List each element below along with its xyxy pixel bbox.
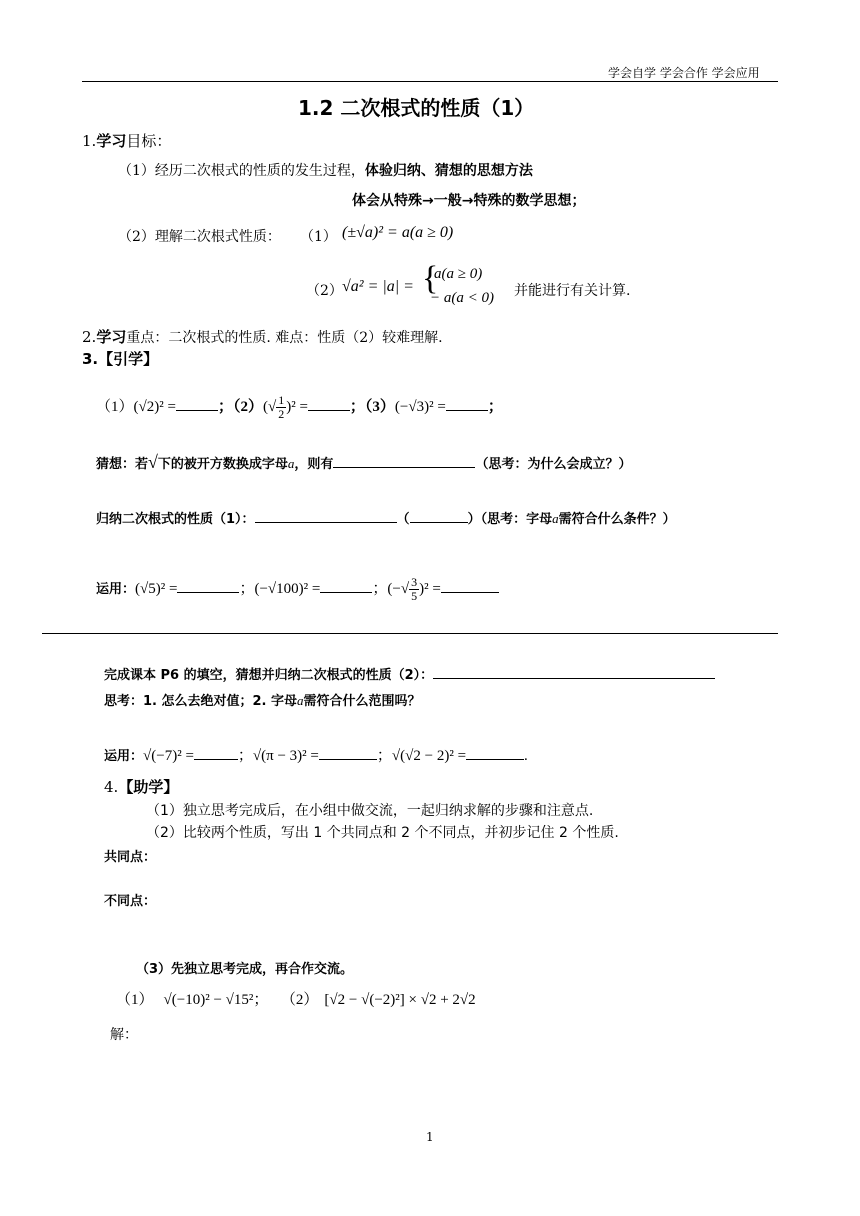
apply-2-sep-2: ； (376, 748, 392, 764)
think-line (104, 690, 421, 709)
apply-2-end: . (524, 748, 528, 764)
guess-middle: 下的被开方数换成字母 (157, 457, 288, 472)
help-item-1: （1）独立思考完成后，在小组中做交流，一起归纳求解的步骤和注意点. (146, 803, 594, 819)
help-item-2: （2）比较两个性质，写出 1 个共同点和 2 个不同点，并初步记住 2 个性质. (146, 825, 619, 841)
exercise-1b-fraction (276, 394, 286, 421)
section2-number: 2. (82, 328, 97, 346)
header-slogan: 学会自学 学会合作 学会应用 (608, 66, 760, 80)
apply-2-sep-1: ； (237, 748, 253, 764)
guess-variable: a (287, 456, 295, 471)
apply-1-sep-2: ； (372, 580, 388, 597)
objective-1-bold: 体验归纳、猜想的思想方法 (364, 163, 533, 179)
apply-row-1: 运用：(√5)² = ；(−√100)² = ；(−√ $\frac{3}{5}$ )² = (96, 576, 499, 603)
apply-1c-open: (− (387, 580, 401, 597)
page-number: 1 (426, 1130, 434, 1144)
apply-1c-numerator: 3 (411, 575, 418, 589)
problem-1-sep: ； (253, 992, 269, 1008)
section4-heading (104, 776, 178, 797)
section2-heading-bold: 学习 (96, 328, 127, 346)
induce-paren-open: （ (396, 512, 410, 527)
problem-1-label: （1） (116, 992, 154, 1008)
page-title: 1.2 二次根式的性质（1） (298, 96, 535, 120)
objective-2-label: （2）理解二次根式性质： (118, 229, 281, 245)
guess-think: （思考：为什么会成立？） (475, 457, 632, 472)
objective-1-text: （1）经历二次根式的性质的发生过程， (118, 163, 365, 179)
guess-blank[interactable] (333, 455, 475, 468)
apply-2a-expr: √(−7)² = (143, 748, 194, 764)
property-1-formula: (±√a)² = a(a ≥ 0) (342, 224, 454, 241)
apply-row-2 (104, 744, 528, 765)
common-point-label: 共同点： (104, 850, 157, 865)
exercise-row-1: （1）(√2)² = ；（2）(√ $\frac{1}{2}$ )² = ；（3）(−√3)² = ； (96, 393, 503, 421)
exercise-1a-label: （1） (96, 398, 134, 415)
exercise-1b-label: ；（2） (217, 398, 263, 415)
exercise-1b-close: )² = (286, 398, 308, 415)
induce-think-post: 需符合什么条件？） (558, 512, 676, 527)
section4-title: 【助学】 (118, 778, 179, 796)
apply-2a-blank[interactable] (194, 747, 238, 760)
property-2-case-1: a(a ≥ 0) (434, 266, 483, 282)
section1-heading-bold: 学习 (96, 132, 127, 150)
task-blank[interactable] (433, 666, 715, 679)
property-2-case-2: − a(a < 0) (430, 290, 494, 306)
apply-1c-blank[interactable] (441, 580, 499, 593)
exercise-1c-expr: (−√3)² = (394, 398, 446, 415)
apply-2-label: 运用： (104, 749, 144, 764)
apply-2c-expr: √(√2 − 2)² = (391, 748, 467, 764)
property-2-label: （2） (306, 283, 343, 299)
problem-1-expr: √(−10)² − √15² (163, 992, 254, 1008)
property-2-tail: 并能进行有关计算. (514, 283, 631, 299)
apply-1c-close: )² = (419, 580, 441, 597)
brace-icon: { (422, 260, 439, 297)
property-2-formula: √a² = |a| = (342, 278, 414, 295)
property-1-label: （1） (300, 229, 337, 245)
section2-text: 重点：二次根式的性质. 难点：性质（2）较难理解. (126, 330, 443, 346)
header-rule (82, 81, 778, 82)
guess-post: ，则有 (294, 457, 334, 472)
apply-2b-expr: √(π − 3)² = (252, 748, 319, 764)
induce-condition-blank[interactable] (410, 510, 468, 523)
apply-1-label: 运用： (96, 581, 136, 597)
apply-2c-blank[interactable] (466, 747, 524, 760)
objective-1 (118, 160, 533, 180)
section1-number: 1. (82, 132, 97, 150)
induce-label: 归纳二次根式的性质（1）： (96, 512, 255, 527)
problem-2-label: （2） (288, 992, 319, 1008)
exercise-1a-blank[interactable] (176, 398, 218, 411)
induce-think-prefix: （思考：字母 (480, 512, 553, 527)
guess-line (96, 452, 631, 473)
radical-icon: √ (148, 452, 158, 472)
task-text: 完成课本 P6 的填空，猜想并归纳二次根式的性质（2）： (104, 668, 434, 683)
problem-row (116, 988, 476, 1009)
think-post: 需符合什么范围吗？ (303, 694, 421, 709)
apply-1-sep-1: ； (239, 580, 255, 597)
section-divider (42, 633, 778, 634)
section1-heading (82, 130, 171, 151)
problem-2-expr: [√2 − √(−2)²] × √2 + 2√2 (324, 992, 476, 1008)
induce-paren-close: ） (467, 512, 481, 527)
task-line (104, 664, 715, 683)
section4-number: 4. (104, 778, 119, 796)
answer-label: 解： (110, 1027, 138, 1043)
section3-heading: 3.【引学】 (82, 350, 159, 368)
section2-line (82, 326, 443, 347)
apply-1c-fraction (409, 576, 419, 603)
induce-line (96, 508, 676, 527)
section1-heading-rest: 目标： (126, 132, 172, 150)
guess-prefix: 猜想：若 (96, 457, 149, 472)
exercise-1b-numerator: 1 (278, 393, 285, 407)
difference-label: 不同点： (104, 894, 157, 909)
exercise-1b-open: ( (262, 398, 268, 415)
exercise-1a-expr: (√2)² = (133, 398, 176, 415)
think-variable: a (297, 693, 304, 708)
induce-blank[interactable] (255, 510, 397, 523)
objective-1-continued: 体会从特殊→一般→特殊的数学思想； (352, 193, 586, 209)
exercise-1b-blank[interactable] (308, 398, 350, 411)
exercise-1-end: ； (487, 398, 503, 415)
think-prefix: 思考：1. 怎么去绝对值；2. 字母 (104, 694, 298, 709)
apply-1a-expr: (√5)² = (135, 580, 178, 597)
induce-think-variable: a (552, 511, 559, 526)
apply-1b-blank[interactable] (320, 580, 372, 593)
apply-1a-blank[interactable] (177, 580, 239, 593)
apply-2b-blank[interactable] (319, 747, 377, 760)
apply-1b-expr: (−√100)² = (254, 580, 321, 597)
exercise-1c-label: ；（3） (349, 398, 395, 415)
apply-1c-denominator: 5 (411, 589, 418, 603)
help-item-3: （3）先独立思考完成，再合作交流。 (136, 962, 354, 977)
exercise-1b-denominator: 2 (278, 407, 285, 421)
exercise-1c-blank[interactable] (446, 398, 488, 411)
